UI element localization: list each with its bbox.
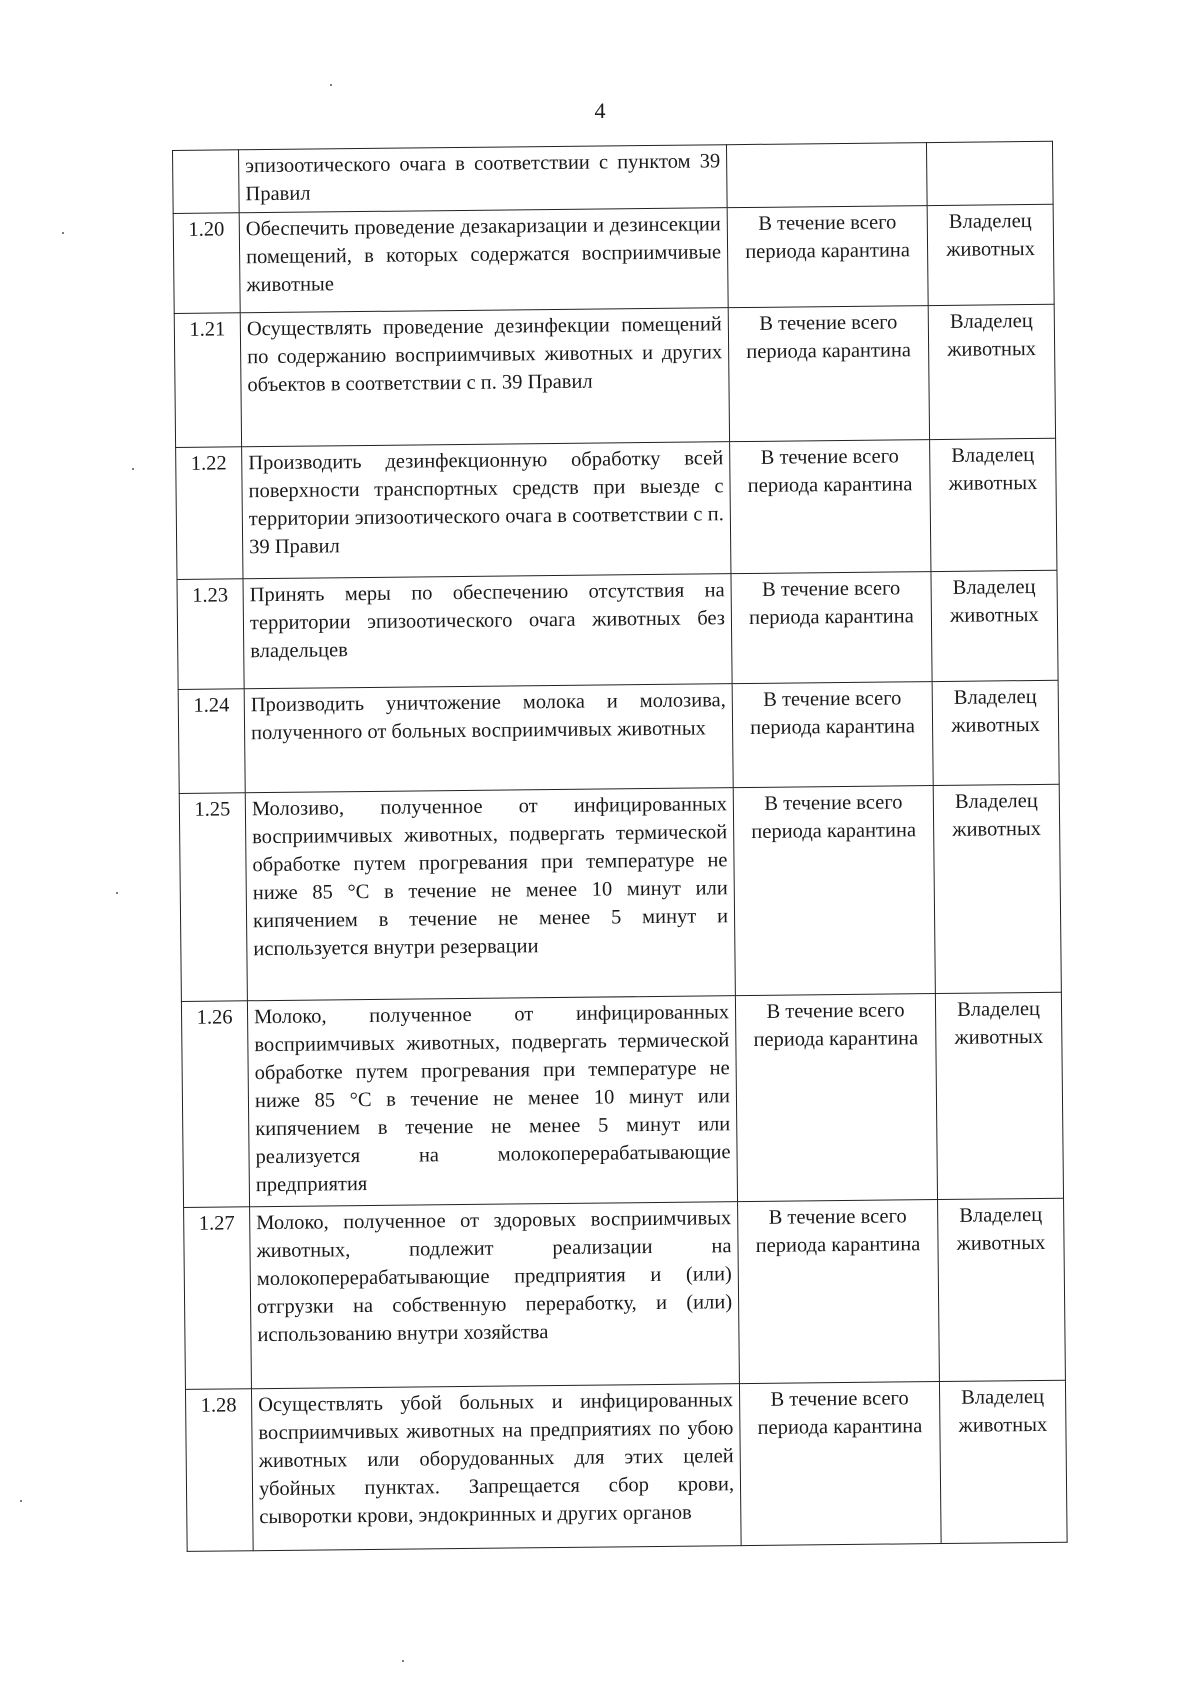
page-number: 4 (594, 98, 606, 123)
responsible-party: Владелец животных (938, 1198, 1066, 1381)
table-row (181, 992, 1063, 1207)
responsible-party: Владелец животных (933, 784, 1061, 993)
scan-speck (132, 468, 134, 470)
row-number: 1.23 (177, 579, 244, 690)
measure-text: Принять меры по обеспечению отсутствия на территории эпизоотического очага животных без владельцев (243, 574, 732, 689)
table-row (176, 438, 1057, 579)
responsible-party: Владелец животных (931, 570, 1058, 681)
time-period: В течение всего периода карантина (732, 682, 933, 788)
row-number: 1.27 (184, 1207, 252, 1390)
table-row (174, 304, 1055, 447)
row-number: 1.24 (178, 689, 245, 794)
measure-text: Осуществлять убой больных и инфицированных восприимчивых животных на предприятиях по убою животных или оборудованных для этих целей убойных пунктах. Запрещается сбор крови, сыворотки крови, эндокринных и других органов (251, 1384, 741, 1551)
row-number: 1.26 (181, 1001, 249, 1208)
measure-text: Молозиво, полученное от инфицированных восприимчивых животных, подвергать термической обработке путем прогревания при температуре не ниже 85 °С в течение не менее 10 минут или кипячением в течение не менее 5 минут и используется внутри резервации (245, 788, 735, 1001)
table-row (177, 570, 1058, 689)
measure-text: Производить уничтожение молока и молозива, полученного от больных восприимчивых животных (244, 684, 733, 793)
responsible-party: Владелец животных (932, 680, 1059, 785)
responsible-party: Владелец животных (927, 204, 1054, 305)
time-period: В течение всего периода карантина (731, 572, 932, 684)
measures-table (172, 141, 1068, 1552)
responsible-party: Владелец животных (935, 992, 1063, 1199)
table-row (184, 1198, 1066, 1389)
table-row (178, 680, 1059, 793)
scan-speck (330, 84, 332, 86)
time-period: В течение всего периода карантина (739, 1382, 941, 1546)
time-period: В течение всего периода карантина (733, 786, 935, 996)
measure-text: эпизоотического очага в соответствии с пунктом 39 Правил (239, 145, 728, 213)
row-number: 1.28 (185, 1389, 253, 1552)
time-period: В течение всего периода карантина (728, 306, 929, 442)
row-number-cell (173, 150, 240, 214)
responsible-party: Владелец животных (939, 1380, 1067, 1543)
time-period: В течение всего периода карантина (727, 206, 928, 308)
row-number: 1.22 (176, 447, 243, 580)
scan-speck (402, 1660, 404, 1662)
measure-text: Обеспечить проведение дезакаризации и дезинсекции помещений, в которых содержатся восприимчивые животные (239, 208, 728, 313)
table-row-continuation (173, 141, 1054, 213)
time-period: В течение всего периода карантина (730, 440, 931, 574)
responsible-party: Владелец животных (930, 438, 1057, 571)
row-number: 1.21 (174, 313, 241, 448)
measure-text: Молоко, полученное от инфицированных восприимчивых животных, подвергать термической обработке путем прогревания при температуре не ниже 85 °С в течение не менее 10 минут или кипячением в течение не менее 5 минут или реализуется на молокоперерабатывающие предприятия (247, 996, 737, 1207)
measure-text: Производить дезинфекционную обработку всей поверхности транспортных средств при выезде с территории эпизоотического очага в соответствии с п. 39 Правил (242, 442, 731, 579)
table-row (179, 784, 1061, 1001)
measure-text: Осуществлять проведение дезинфекции помещений по содержанию восприимчивых животных и других объектов в соответствии с п. 39 Правил (240, 308, 729, 447)
table-row (173, 204, 1054, 313)
row-number: 1.20 (173, 213, 240, 314)
time-period: В течение всего периода карантина (735, 994, 937, 1202)
row-number: 1.25 (179, 793, 247, 1002)
measure-text: Молоко, полученное от здоровых восприимчивых животных, подлежит реализации на молокоперерабатывающие предприятия и (или) отгрузки на собственную переработку, и (или) использованию внутри хозяйства (250, 1202, 740, 1389)
time-period: В течение всего периода карантина (738, 1200, 940, 1384)
scan-speck (62, 232, 64, 234)
scan-speck (116, 892, 118, 894)
responsible-party: Владелец животных (928, 304, 1055, 439)
scan-speck (20, 1500, 22, 1502)
table-row (185, 1380, 1067, 1551)
time-cell (726, 143, 927, 208)
responsible-cell (926, 141, 1053, 205)
